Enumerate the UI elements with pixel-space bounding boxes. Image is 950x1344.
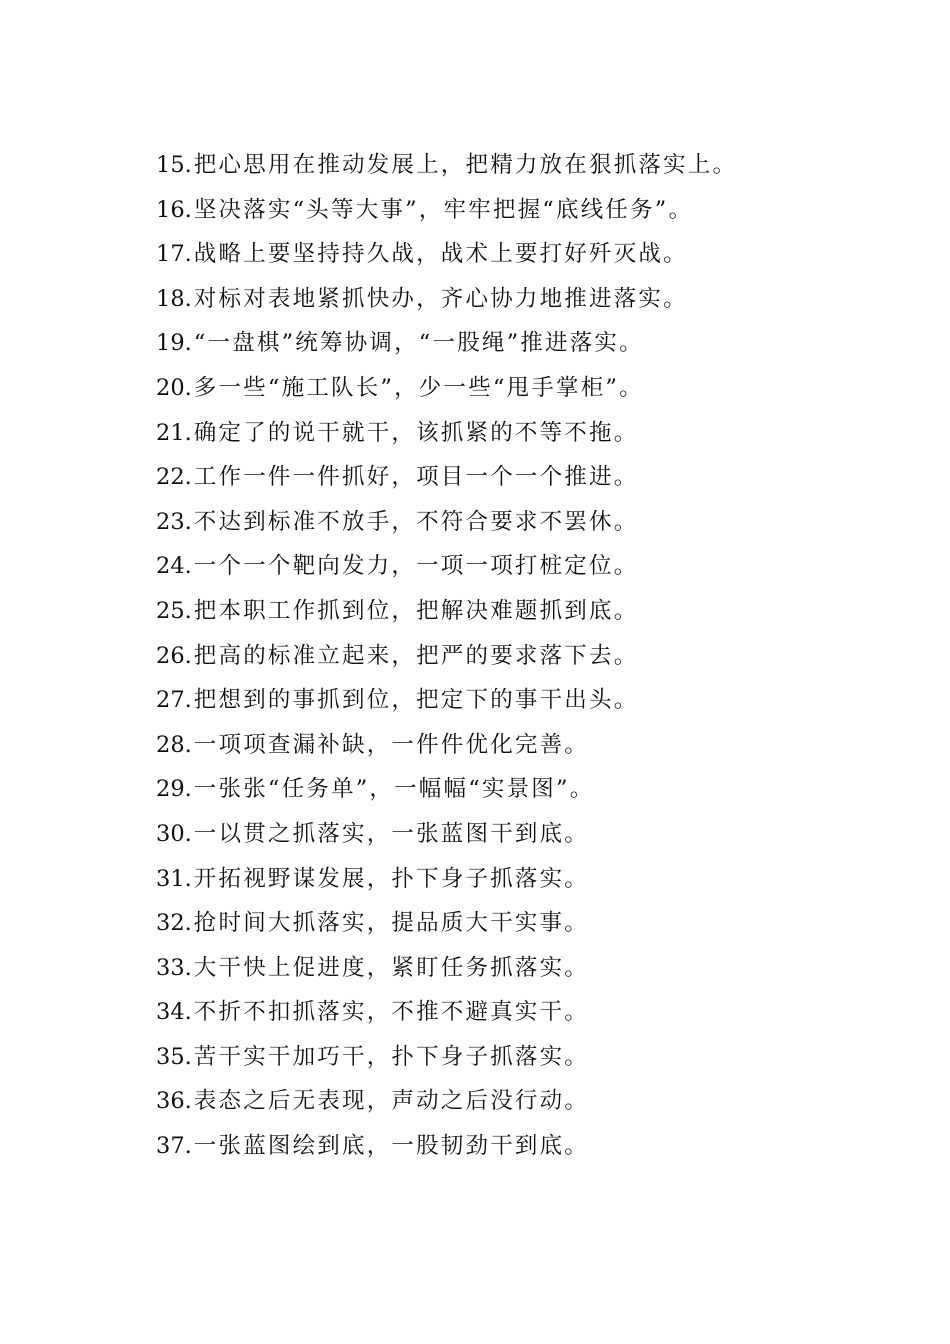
item-number: 32. xyxy=(156,910,192,937)
item-number: 36. xyxy=(156,1088,192,1115)
list-item xyxy=(156,723,737,768)
item-number: 30. xyxy=(156,820,192,847)
list-item xyxy=(156,321,737,366)
item-text: 开拓视野谋发展，扑下身子抓落实。 xyxy=(193,865,589,892)
item-text: 不达到标准不放手，不符合要求不罢休。 xyxy=(193,508,639,535)
item-text: 把心思用在推动发展上，把精力放在狠抓落实上。 xyxy=(193,152,738,178)
list-item xyxy=(156,1124,737,1169)
item-text: 一项项查漏补缺，一件件优化完善。 xyxy=(193,731,589,758)
item-text: 工作一件一件抓好，项目一个一个推进。 xyxy=(193,464,639,491)
item-number: 23. xyxy=(156,508,192,535)
list-item xyxy=(156,277,737,322)
item-text: 一个一个靶向发力，一项一项打桩定位。 xyxy=(193,553,639,580)
item-text: 一张张“任务单”，一幅幅“实景图”。 xyxy=(193,776,595,803)
list-item xyxy=(156,1035,737,1080)
list-item xyxy=(156,946,737,991)
item-text: “一盘棋”统筹协调，“一股绳”推进落实。 xyxy=(193,330,644,357)
item-text: 战略上要坚持持久战，战术上要打好歼灭战。 xyxy=(193,241,688,268)
list-item xyxy=(156,366,737,411)
item-number: 33. xyxy=(156,954,192,981)
list-item xyxy=(156,678,737,723)
item-number: 27. xyxy=(156,687,192,714)
list-item xyxy=(156,455,737,500)
item-text: 对标对表地紧抓快办，齐心协力地推进落实。 xyxy=(193,285,688,312)
item-text: 抢时间大抓落实，提品质大干实事。 xyxy=(193,910,589,937)
item-number: 29. xyxy=(156,776,192,803)
list-item xyxy=(156,1079,737,1124)
item-number: 18. xyxy=(156,285,192,312)
list-item xyxy=(156,544,737,589)
item-number: 25. xyxy=(156,597,192,624)
item-number: 24. xyxy=(156,553,192,580)
list-item xyxy=(156,143,737,188)
list-item xyxy=(156,901,737,946)
list-item xyxy=(156,411,737,456)
item-text: 表态之后无表现，声动之后没行动。 xyxy=(193,1088,589,1115)
item-number: 19. xyxy=(156,330,192,357)
item-number: 28. xyxy=(156,731,192,758)
item-number: 15. xyxy=(156,152,192,178)
item-number: 21. xyxy=(156,419,192,446)
item-number: 37. xyxy=(156,1133,192,1160)
item-number: 17. xyxy=(156,241,192,268)
list-item xyxy=(156,500,737,545)
item-text: 坚决落实“头等大事”，牢牢把握“底线任务”。 xyxy=(193,196,694,223)
item-text: 苦干实干加巧干，扑下身子抓落实。 xyxy=(193,1043,589,1070)
item-text: 把高的标准立起来，把严的要求落下去。 xyxy=(193,642,639,669)
item-number: 16. xyxy=(156,196,192,223)
list-item xyxy=(156,990,737,1035)
item-number: 26. xyxy=(156,642,192,669)
list-item xyxy=(156,857,737,902)
item-number: 31. xyxy=(156,865,192,892)
item-number: 34. xyxy=(156,999,192,1026)
item-number: 20. xyxy=(156,374,192,401)
list-item xyxy=(156,812,737,857)
item-text: 大干快上促进度，紧盯任务抓落实。 xyxy=(193,954,589,981)
item-text: 一张蓝图绘到底，一股韧劲干到底。 xyxy=(193,1133,589,1160)
item-text: 确定了的说干就干，该抓紧的不等不拖。 xyxy=(193,419,639,446)
item-text: 多一些“施工队长”，少一些“甩手掌柜”。 xyxy=(193,374,644,401)
item-text: 把本职工作抓到位，把解决难题抓到底。 xyxy=(193,597,639,624)
numbered-list xyxy=(156,143,737,1169)
list-item xyxy=(156,634,737,679)
item-text: 一以贯之抓落实，一张蓝图干到底。 xyxy=(193,820,589,847)
item-text: 不折不扣抓落实，不推不避真实干。 xyxy=(193,999,589,1026)
item-text: 把想到的事抓到位，把定下的事干出头。 xyxy=(193,687,639,714)
item-number: 35. xyxy=(156,1043,192,1070)
item-number: 22. xyxy=(156,464,192,491)
list-item xyxy=(156,767,737,812)
list-item xyxy=(156,232,737,277)
list-item xyxy=(156,589,737,634)
list-item xyxy=(156,188,737,233)
